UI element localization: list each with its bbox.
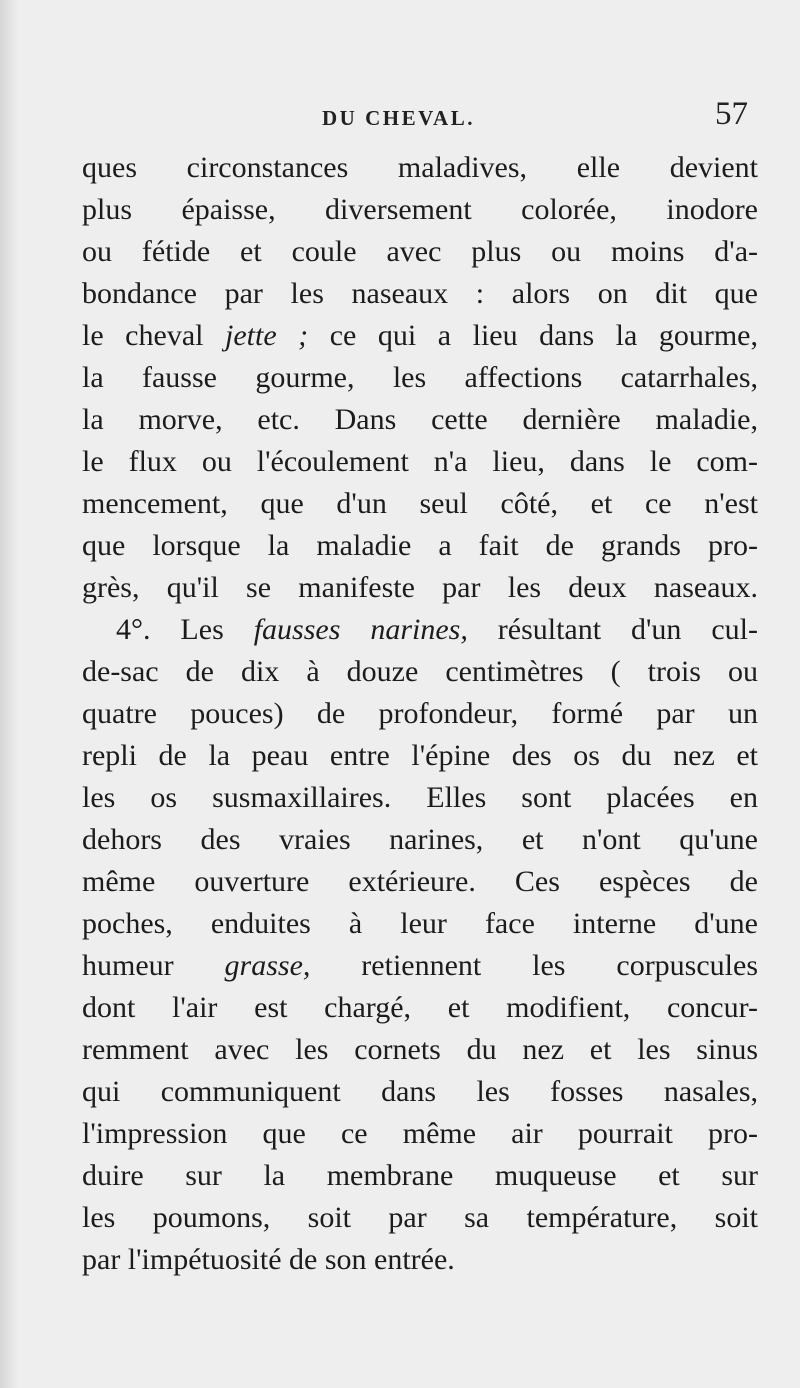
running-title: DU CHEVAL. <box>322 106 475 130</box>
text-line <box>82 735 758 777</box>
text-segment: résultant d'un cul- <box>467 613 758 646</box>
text-line <box>82 1113 758 1155</box>
text-line <box>82 147 758 189</box>
text-line <box>82 1239 758 1281</box>
text-segment: duire sur la membrane muqueuse et sur <box>82 1159 758 1192</box>
text-line <box>82 693 758 735</box>
text-line <box>82 819 758 861</box>
text-line <box>82 357 758 399</box>
page-number: 57 <box>715 96 748 132</box>
text-line <box>82 315 758 357</box>
text-line <box>82 483 758 525</box>
text-line <box>82 1029 758 1071</box>
text-line <box>82 987 758 1029</box>
text-segment: la fausse gourme, les affections catarrhales, <box>82 361 758 394</box>
text-line <box>82 273 758 315</box>
text-segment: bondance par les naseaux : alors on dit que <box>82 277 758 310</box>
text-line <box>82 903 758 945</box>
text-segment: poches, enduites à leur face interne d'une <box>82 907 758 940</box>
text-segment: 4°. Les <box>116 613 254 646</box>
text-segment: ou fétide et coule avec plus ou moins d'a- <box>82 235 758 268</box>
text-segment: dont l'air est chargé, et modifient, concur- <box>82 991 758 1024</box>
text-line <box>82 945 758 987</box>
page-gutter-shadow <box>0 0 18 1388</box>
text-segment: qui communiquent dans les fosses nasales, <box>82 1075 758 1108</box>
text-segment: la morve, etc. Dans cette dernière maladie, <box>82 403 758 436</box>
text-segment: que lorsque la maladie a fait de grands pro- <box>82 529 758 562</box>
italic-text: fausses narines, <box>253 613 468 646</box>
text-segment: repli de la peau entre l'épine des os du nez et <box>82 739 758 772</box>
text-line <box>82 399 758 441</box>
text-segment: par l'impétuosité de son entrée. <box>82 1243 455 1276</box>
italic-text: jette ; <box>225 319 309 352</box>
italic-text: grasse, <box>224 949 311 982</box>
text-segment: plus épaisse, diversement colorée, inodore <box>82 193 758 226</box>
text-line <box>82 609 758 651</box>
text-segment: les poumons, soit par sa température, soit <box>82 1201 758 1234</box>
text-segment: remment avec les cornets du nez et les sinus <box>82 1033 758 1066</box>
text-segment: dehors des vraies narines, et n'ont qu'une <box>82 823 758 856</box>
text-segment: de-sac de dix à douze centimètres ( trois ou <box>82 655 758 688</box>
text-line <box>82 231 758 273</box>
text-segment: grès, qu'il se manifeste par les deux naseaux. <box>82 571 758 604</box>
text-line <box>82 189 758 231</box>
text-segment: retiennent les corpuscules <box>310 949 758 982</box>
text-segment: le cheval <box>82 319 226 352</box>
text-line <box>82 525 758 567</box>
text-line <box>82 861 758 903</box>
running-head <box>0 96 800 136</box>
text-line <box>82 1197 758 1239</box>
text-segment: humeur <box>82 949 225 982</box>
text-line <box>82 567 758 609</box>
text-line <box>82 1155 758 1197</box>
text-segment: mencement, que d'un seul côté, et ce n'est <box>82 487 758 520</box>
text-segment: ques circonstances maladives, elle devient <box>82 151 758 184</box>
text-segment: ce qui a lieu dans la gourme, <box>308 319 758 352</box>
text-line <box>82 777 758 819</box>
body-text <box>82 147 758 1281</box>
text-segment: même ouverture extérieure. Ces espèces de <box>82 865 758 898</box>
text-segment: l'impression que ce même air pourrait pro- <box>82 1117 758 1150</box>
text-line <box>82 651 758 693</box>
text-line <box>82 1071 758 1113</box>
text-segment: les os susmaxillaires. Elles sont placées en <box>82 781 758 814</box>
text-segment: quatre pouces) de profondeur, formé par un <box>82 697 758 730</box>
text-segment: le flux ou l'écoulement n'a lieu, dans le com- <box>82 445 758 478</box>
text-line <box>82 441 758 483</box>
